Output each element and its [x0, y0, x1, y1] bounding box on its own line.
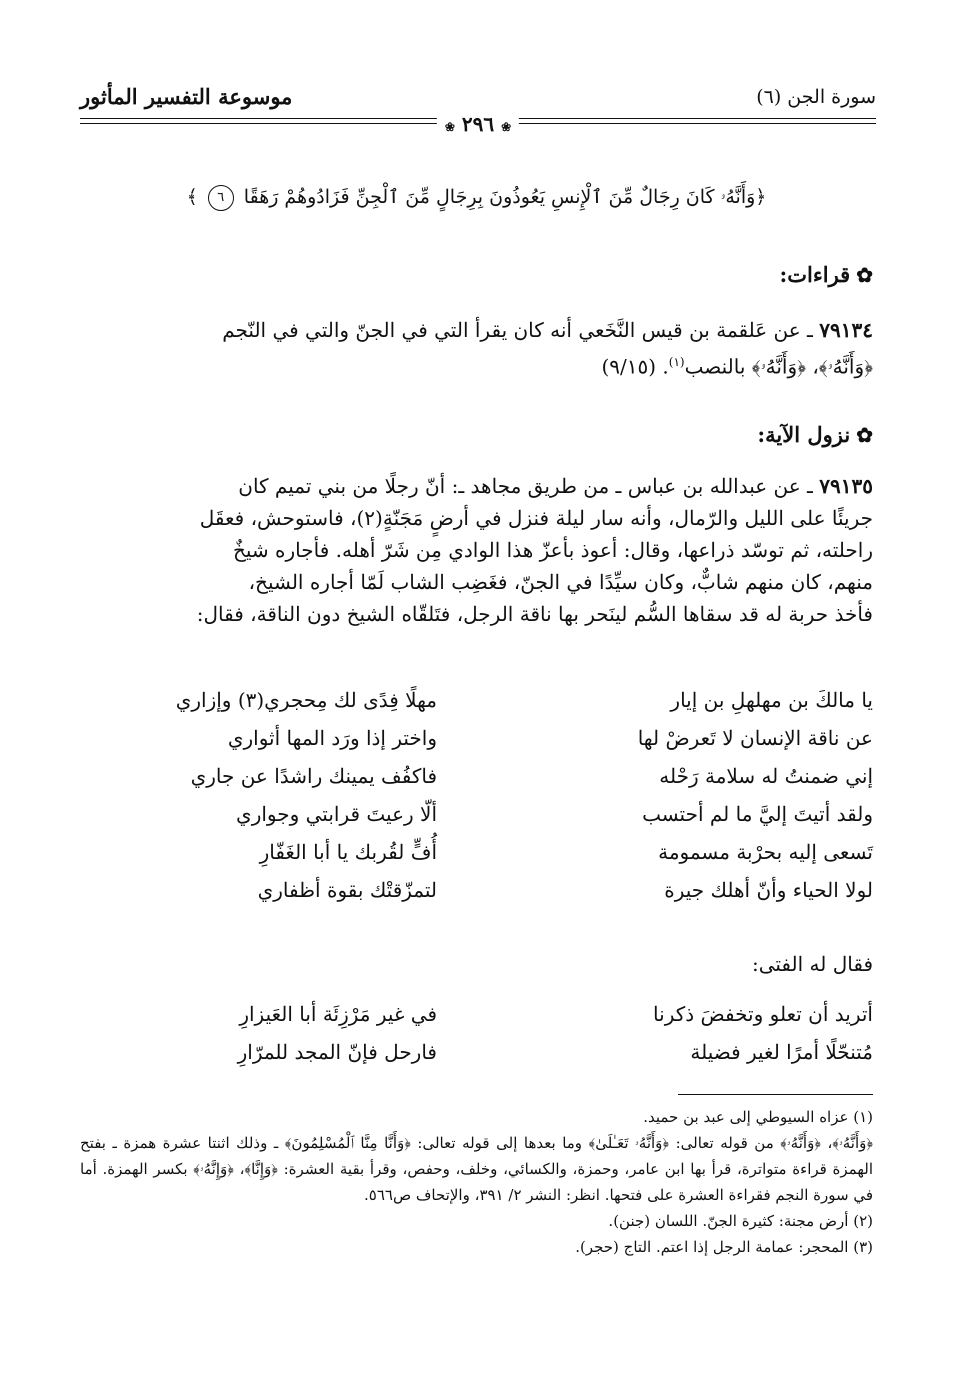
- entry-number: ٧٩١٣٤: [819, 318, 873, 342]
- entry-79134: [80, 314, 873, 383]
- hemistich-first: لولا الحياء وأنّ أهلك جيرة: [664, 878, 873, 902]
- footnote-rule: [678, 1094, 873, 1095]
- section-heading-qiraat: ✿قراءات:: [779, 262, 873, 287]
- hemistich-first: تَسعى إليه بحرْبة مسمومة: [658, 840, 873, 864]
- hemistich-first: أتريد أن تعلو وتخفضَ ذكرنا: [653, 1002, 873, 1026]
- poem-verse: [77, 878, 873, 916]
- footnote-ref[interactable]: (١): [668, 355, 685, 369]
- surah-title: سورة الجن (٦): [756, 86, 876, 108]
- footnote-2: (٢) أرض مجنة: كثيرة الجنّ. اللسان (جنن).: [608, 1212, 873, 1230]
- poem-verse: [77, 840, 873, 878]
- poem-verse: [77, 764, 873, 802]
- hemistich-second: مهلًا فِدًى لك مِحجري(٣) وإزاري: [175, 688, 437, 712]
- flourish-left-icon: ❀: [444, 120, 455, 134]
- footnote-3: (٣) المحجر: عمامة الرجل إذا اعتم. التاج (حجر).: [575, 1238, 873, 1256]
- footnotes: [80, 1104, 873, 1260]
- entry-line: ﴿وَأَنَّهُۥ﴾، ﴿وَأَنَّهُۥ﴾ بالنصب$^{(١)}$. (٩/١٥): [601, 354, 873, 379]
- verse-number: ٦: [208, 185, 234, 211]
- hemistich-first: عن ناقة الإنسان لا تَعرضْ لها: [637, 726, 873, 750]
- poem-verse: [77, 688, 873, 726]
- hemistich-first: ولقد أتيتَ إليَّ ما لم أحتسب: [642, 802, 873, 826]
- star-icon: ✿: [856, 263, 873, 287]
- entry-line: منهم، كان منهم شابٌّ، وكان سيِّدًا في الجنّ، فغَضِب الشاب لَمّا أجاره الشيخ،: [248, 570, 873, 594]
- poem-shaykh: [77, 688, 873, 916]
- page-header: [80, 78, 876, 138]
- hemistich-first: يا مالكَ بن مهلهلِ بن إيار: [670, 688, 873, 712]
- book-title: موسوعة التفسير المأثور: [80, 84, 293, 109]
- entry-79135: [80, 470, 873, 630]
- entry-number: ٧٩١٣٥: [819, 474, 873, 498]
- entry-line: جريئًا على الليل والرّمال، وأنه سار ليلة فنزل في أرضٍ مَجَنّةٍ(٢)، فاستوحش، فعقَل: [199, 506, 873, 530]
- poem-verse: [77, 726, 873, 764]
- quran-verse: [100, 185, 853, 211]
- hemistich-second: في غير مَرْزِئَة أبا العَيزارِ: [239, 1002, 437, 1026]
- verse-close: ﴾: [186, 186, 198, 208]
- hemistich-second: واختر إذا ورَد المها أثواري: [227, 726, 437, 750]
- poem-verse: [77, 1002, 873, 1040]
- footnote-1-cont: ﴿وَأَنَّهُۥ﴾، ﴿وَأَنَّهُۥ﴾ من قوله تعالى: ﴿وَأَنَّهُۥ تَعَـٰلَىٰ﴾ وما بعدها إلى قوله تعالى: ﴿وَأَنَّا مِنَّا ٱلْمُسْلِمُونَ﴾ ـ وذلك اثنتا عشرة همزة ـ بفتح الهمزة قراءة متواترة، قرأ بها ابن عامر، وحمزة، والكسائي، وخلف، وحفص، وقرأ بقية العشرة: ﴿وَإِنَّا﴾، ﴿وَإِنَّهُۥ﴾ بكسر الهمزة. أما في سورة النجم فقراءة العشرة على فتحها. انظر: النشر ٢/ ٣٩١، والإتحاف ص٥٦٦.: [80, 1134, 873, 1204]
- hemistich-second: فارحل فإنّ المجد للمرّارِ: [237, 1040, 437, 1064]
- page-number: ٢٩٦: [461, 112, 495, 136]
- poem-verse: [77, 802, 873, 840]
- star-icon: ✿: [856, 423, 873, 447]
- hemistich-first: إني ضمنتُ له سلامة رَحْله: [659, 764, 873, 788]
- hemistich-second: أُفٍّ لقُربك يا أبا الغَفّارِ: [259, 840, 437, 864]
- page-number-wrap: [437, 112, 519, 136]
- verse-text: ﴿وَأَنَّهُۥ كَانَ رِجَالٌ مِّنَ ٱلْإِنسِ يَعُوذُونَ بِرِجَالٍ مِّنَ ٱلْجِنِّ فَزَادُوهُمْ رَهَقًا: [243, 186, 767, 208]
- entry-line: راحلته، ثم توسّد ذراعها، وقال: أعوذ بأعزّ هذا الوادي مِن شَرّ أهله. فأجاره شيخٌ: [232, 538, 873, 562]
- poem-verse: [77, 1040, 873, 1078]
- hemistich-second: لتمزّقتْك بقوة أظفاري: [257, 878, 437, 902]
- section-heading-nuzul: ✿نزول الآية:: [757, 422, 873, 447]
- footnote-1: (١) عزاه السيوطي إلى عبد بن حميد.: [643, 1108, 873, 1126]
- entry-line: ٧٩١٣٥ ـ عن عبدالله بن عباس ـ من طريق مجاهد ـ: أنّ رجلًا من بني تميم كان: [238, 474, 873, 498]
- said-line: فقال له الفتى:: [751, 952, 873, 976]
- hemistich-second: فاكفُف يمينك راشدًا عن جاري: [190, 764, 437, 788]
- entry-line: ٧٩١٣٤ ـ عن عَلقمة بن قيس النَّخَعي أنه كان يقرأ التي في الجنّ والتي في النّجم: [222, 318, 873, 342]
- poem-youth: [77, 1002, 873, 1078]
- flourish-right-icon: ❀: [501, 120, 512, 134]
- hemistich-first: مُتنحّلًا أمرًا لغير فضيلة: [690, 1040, 873, 1064]
- entry-line: فأخذ حربة له قد سقاها السُّم لينَحر بها ناقة الرجل، فتَلقّاه الشيخ دون الناقة، فقال:: [196, 602, 873, 626]
- hemistich-second: ألّا رعيتَ قرابتي وجواري: [236, 802, 437, 826]
